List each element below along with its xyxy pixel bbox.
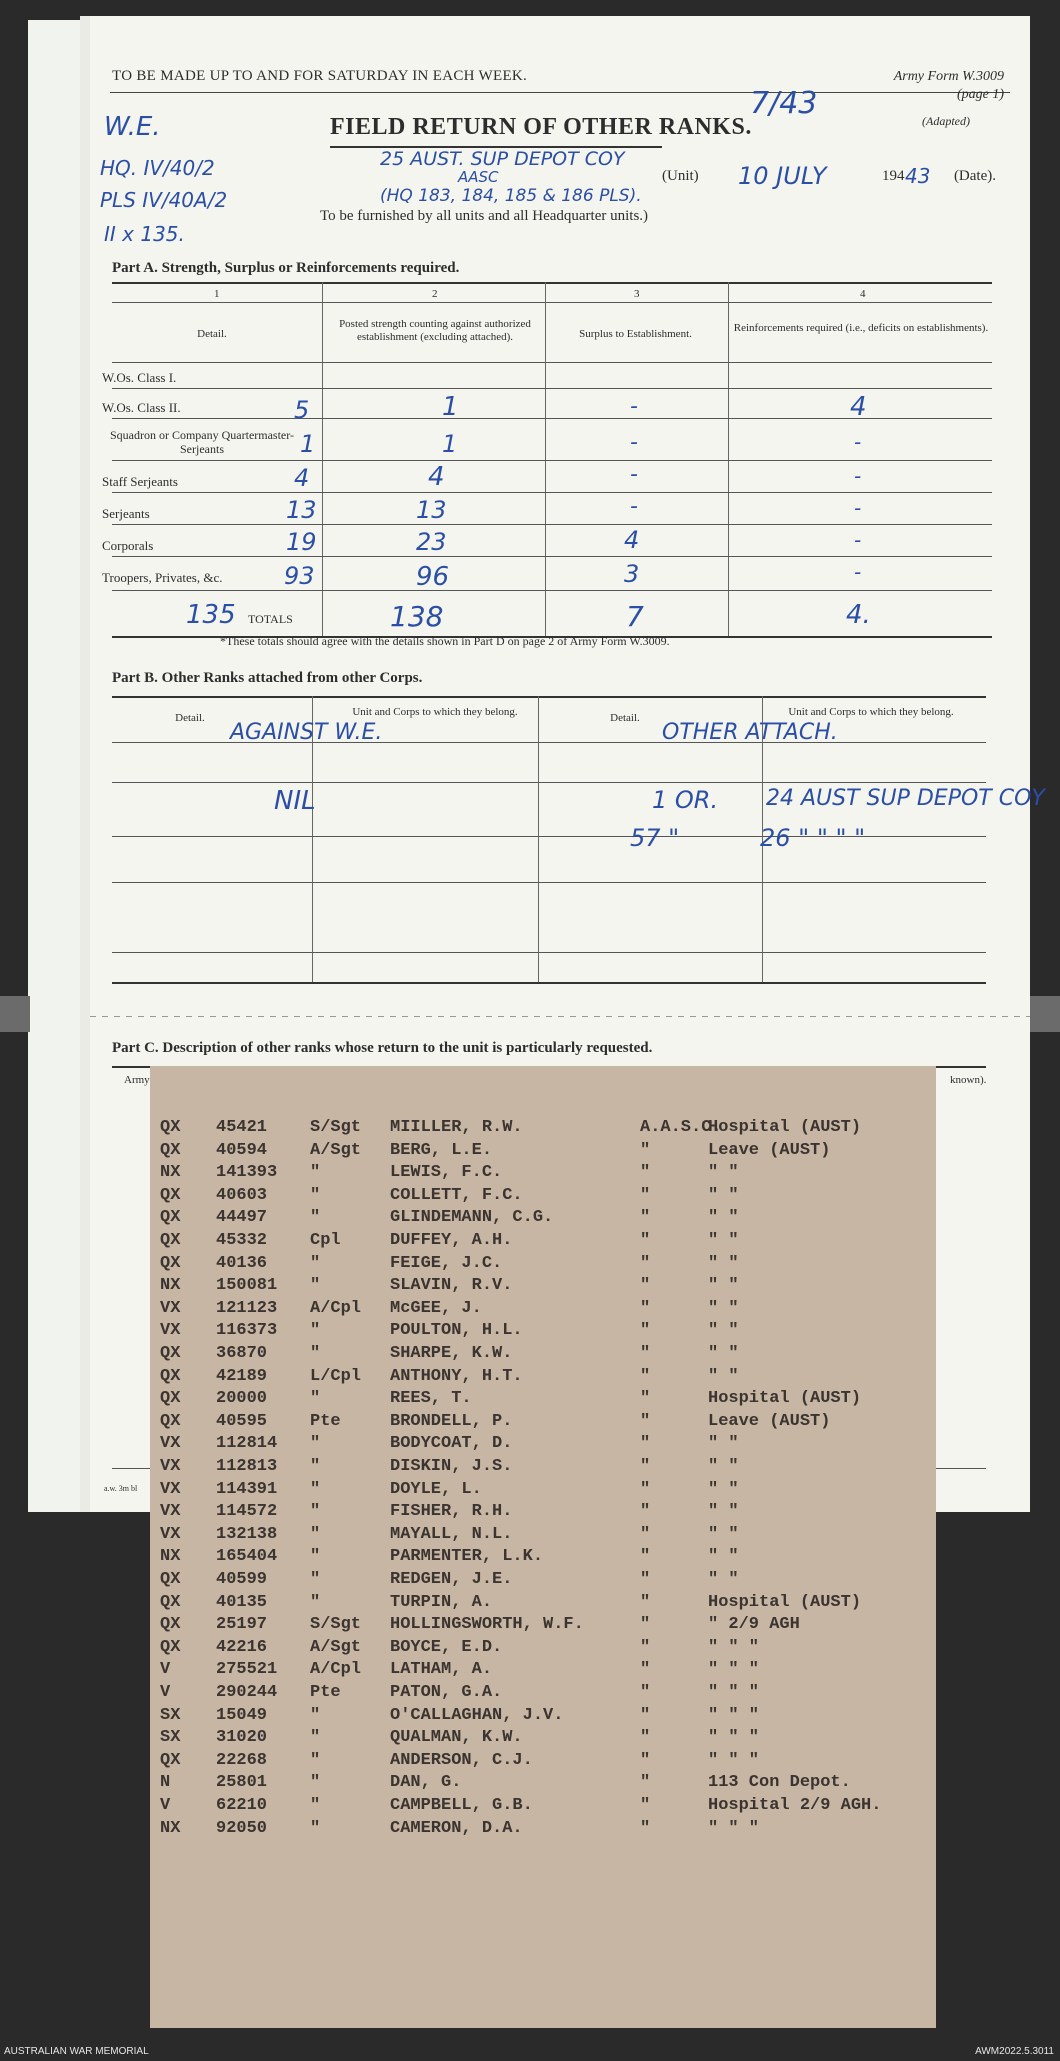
slip-prefix: QX	[160, 1570, 181, 1589]
slip-rank: "	[310, 1773, 321, 1793]
slip-location: " " "	[708, 1683, 760, 1702]
slip-number: 45421	[216, 1118, 268, 1137]
slip-number: 42189	[216, 1366, 268, 1386]
slip-location: " "	[708, 1547, 739, 1567]
row-serjeants: Serjeants	[102, 506, 150, 521]
date-label: (Date).	[953, 168, 996, 184]
slip-rank: S/Sgt	[310, 1118, 362, 1137]
field-return-form: TO BE MADE UP TO AND FOR SATURDAY IN EACH WEEK. Army Form W.3009 (page 1) (Adapted) FIELD RETURN OF OTHER RANKS. (Unit) 194 (Date). To be furnished by all units and all Headquarter units.) W.E. HQ. IV/40/2 PLS IV/40A/2 II x 135. 7/43 25 AUST. SUP DEPOT COY AASC (HQ 183, 184, 185 & 186 PLS). 10 JULY 43 Part A. Strength, Surplus or Reinforcements required. 1 2 3 4 Detail. Posted strength counting against authorized establishment (excluding attached). Surplus to Establishment. Reinforcements required (i.e., deficits on establishments). W.Os. Class I. W.Os. Class II. Squadron or Company Quartermaster-Serjeants Staff Serjeants Serjeants Corporals Troopers, Privates, &c. TOTALS *These totals should agree with the details shown in Part D on page 2 of Army Form W.3009. 5 1 4 13 19 93 135 1 1 4 13 23 96 138 - - - - 4 3 7 4 - - - - - 4. Part B. Other Ranks attached from other Corps. Detail. Unit and Corps to which they belong. Detail. Unit and Corps to which they belong. AGAINST W.E. NIL OTHER ATTACH. 1 OR. 24 AUST SUP DEPOT COY 57 " 26 " " " " Part C. Description of other ranks whose return to the unit is particularly requested. Army known). a.w. 3m bl	[90, 16, 1030, 1512]
slip-number: 132138	[216, 1524, 278, 1544]
slip-name: DOYLE, L.	[390, 1479, 482, 1499]
slip-rank: A/Cpl	[310, 1660, 362, 1680]
slip-corps: "	[640, 1796, 651, 1815]
slip-location: Hospital (AUST)	[708, 1118, 862, 1137]
slip-name: TURPIN, A.	[390, 1592, 493, 1612]
slip-row	[150, 1638, 936, 1660]
slip-corps: "	[640, 1660, 651, 1680]
slip-row	[150, 1480, 936, 1502]
slip-name: PARMENTER, L.K.	[390, 1547, 544, 1567]
slip-name: MIILLER, R.W.	[390, 1118, 523, 1137]
slip-prefix: V	[160, 1683, 171, 1702]
slip-prefix: NX	[160, 1547, 181, 1567]
slip-corps: "	[640, 1570, 651, 1589]
slip-prefix: V	[160, 1660, 171, 1680]
slip-name: MAYALL, N.L.	[390, 1524, 513, 1544]
slip-rank: A/Cpl	[310, 1298, 362, 1318]
row-quartermaster: Squadron or Company Quartermaster-Serjeants	[109, 428, 295, 456]
slip-corps: "	[640, 1818, 651, 1838]
slip-row	[150, 1163, 936, 1185]
slip-location: " "	[708, 1479, 739, 1499]
slip-location: " "	[708, 1321, 739, 1341]
slip-name: POULTON, H.L.	[390, 1321, 523, 1341]
slip-number: 112814	[216, 1434, 278, 1454]
slip-number: 36870	[216, 1344, 268, 1363]
slip-corps: "	[640, 1615, 651, 1635]
slip-location: Leave (AUST)	[708, 1140, 831, 1160]
slip-corps: "	[640, 1502, 651, 1522]
slip-corps: "	[640, 1524, 651, 1544]
slip-location: " " "	[708, 1818, 760, 1838]
slip-location: " "	[708, 1570, 739, 1589]
slip-number: 40599	[216, 1570, 268, 1589]
slip-rank: "	[310, 1705, 321, 1725]
furnish-note: To be furnished by all units and all Headquarter units.)	[320, 208, 649, 224]
slip-location: Hospital 2/9 AGH.	[708, 1796, 882, 1815]
slip-location: " "	[708, 1502, 739, 1522]
slip-prefix: QX	[160, 1615, 181, 1635]
slip-prefix: SX	[160, 1705, 181, 1725]
slip-name: LATHAM, A.	[390, 1660, 493, 1680]
slip-prefix: VX	[160, 1502, 181, 1522]
slip-corps: "	[640, 1592, 651, 1612]
slip-location: " "	[708, 1434, 739, 1454]
slip-name: FEIGE, J.C.	[390, 1253, 503, 1273]
footer-accession: AWM2022.5.3011	[975, 2046, 1054, 2057]
slip-row	[150, 1819, 936, 1841]
part-c-title: Part C. Description of other ranks whose return to the unit is particularly requested.	[112, 1040, 653, 1056]
row-totals: TOTALS	[248, 612, 293, 626]
slip-corps: "	[640, 1140, 651, 1160]
slip-number: 150081	[216, 1276, 278, 1296]
col-head-detail: Detail.	[197, 328, 227, 340]
slip-location: " " "	[708, 1728, 760, 1748]
slip-row	[150, 1525, 936, 1547]
slip-prefix: VX	[160, 1434, 181, 1454]
slip-corps: "	[640, 1366, 651, 1386]
slip-number: 165404	[216, 1547, 278, 1567]
slip-location: " "	[708, 1457, 739, 1476]
slip-rank: "	[310, 1524, 321, 1544]
slip-corps: "	[640, 1231, 651, 1250]
slip-location: " "	[708, 1524, 739, 1544]
slip-number: 31020	[216, 1728, 268, 1748]
slip-number: 15049	[216, 1705, 268, 1725]
slip-prefix: QX	[160, 1253, 181, 1273]
slip-location: " "	[708, 1231, 739, 1250]
slip-rank: A/Sgt	[310, 1637, 362, 1657]
slip-row	[150, 1367, 936, 1389]
slip-name: REES, T.	[390, 1389, 472, 1409]
part-a-footnote: *These totals should agree with the details shown in Part D on page 2 of Army Form W.3009.	[220, 634, 670, 648]
slip-number: 25197	[216, 1615, 268, 1635]
slip-number: 62210	[216, 1796, 268, 1815]
col-head-surplus: Surplus to Establishment.	[579, 328, 692, 340]
slip-number: 40594	[216, 1140, 268, 1160]
hw-unit-2: AASC	[458, 168, 499, 186]
slip-prefix: VX	[160, 1479, 181, 1499]
slip-corps: "	[640, 1479, 651, 1499]
hw-hq: HQ. IV/40/2	[100, 156, 215, 180]
slip-rank: Cpl	[310, 1231, 341, 1250]
slip-location: " " "	[708, 1705, 760, 1725]
slip-name: ANDERSON, C.J.	[390, 1750, 533, 1770]
slip-rank: "	[310, 1276, 321, 1296]
hw-year: 43	[905, 164, 931, 188]
slip-row	[150, 1118, 936, 1140]
hw-day: 10 JULY	[738, 162, 827, 190]
slip-name: DAN, G.	[390, 1773, 462, 1793]
part-b-title: Part B. Other Ranks attached from other Corps.	[112, 670, 423, 686]
slip-name: COLLETT, F.C.	[390, 1185, 523, 1205]
slip-corps: "	[640, 1773, 651, 1793]
slip-row	[150, 1593, 936, 1615]
slip-number: 40135	[216, 1592, 268, 1612]
slip-number: 42216	[216, 1637, 268, 1657]
slip-number: 45332	[216, 1231, 268, 1250]
slip-row	[150, 1299, 936, 1321]
slip-location: " "	[708, 1298, 739, 1318]
slip-row	[150, 1615, 936, 1637]
slip-location: " 2/9 AGH	[708, 1615, 800, 1635]
slip-name: QUALMAN, K.W.	[390, 1728, 523, 1748]
slip-row	[150, 1796, 936, 1818]
slip-location: Leave (AUST)	[708, 1411, 831, 1431]
slip-prefix: NX	[160, 1818, 181, 1838]
slip-prefix: QX	[160, 1592, 181, 1612]
slip-corps: "	[640, 1434, 651, 1454]
slip-corps: "	[640, 1321, 651, 1341]
slip-rank: Pte	[310, 1683, 341, 1702]
slip-number: 40603	[216, 1185, 268, 1205]
hw-nil: NIL	[274, 786, 316, 816]
slip-name: LEWIS, F.C.	[390, 1163, 503, 1183]
slip-number: 22268	[216, 1750, 268, 1770]
slip-name: REDGEN, J.E.	[390, 1570, 513, 1589]
slip-number: 114391	[216, 1479, 278, 1499]
slip-row	[150, 1547, 936, 1569]
slip-location: " " "	[708, 1660, 760, 1680]
slip-location: 113 Con Depot.	[708, 1773, 851, 1793]
footer-credit: AUSTRALIAN WAR MEMORIAL	[4, 2046, 149, 2057]
slip-rank: "	[310, 1208, 321, 1228]
slip-rank: "	[310, 1185, 321, 1205]
slip-rank: "	[310, 1818, 321, 1838]
slip-number: 44497	[216, 1208, 268, 1228]
slip-corps: "	[640, 1637, 651, 1657]
slip-corps: "	[640, 1705, 651, 1725]
row-wo-class-2: W.Os. Class II.	[102, 400, 181, 415]
slip-row	[150, 1570, 936, 1592]
slip-row	[150, 1254, 936, 1276]
slip-row	[150, 1434, 936, 1456]
slip-corps: "	[640, 1547, 651, 1567]
slip-prefix: VX	[160, 1321, 181, 1341]
row-staff-serjeants: Staff Serjeants	[102, 474, 178, 489]
slip-number: 40595	[216, 1411, 268, 1431]
slip-number: 116373	[216, 1321, 278, 1341]
hw-pls: PLS IV/40A/2	[100, 188, 228, 212]
slip-row	[150, 1660, 936, 1682]
slip-row	[150, 1276, 936, 1298]
slip-rank: S/Sgt	[310, 1615, 362, 1635]
slip-prefix: QX	[160, 1185, 181, 1205]
slip-corps: "	[640, 1276, 651, 1296]
slip-rank: "	[310, 1570, 321, 1589]
binder-clip-right	[1030, 996, 1060, 1032]
slip-corps: "	[640, 1750, 651, 1770]
col-head-reinforce: Reinforcements required (i.e., deficits on establishments).	[733, 322, 989, 334]
slip-corps: "	[640, 1208, 651, 1228]
slip-prefix: SX	[160, 1728, 181, 1748]
slip-prefix: QX	[160, 1637, 181, 1657]
slip-row	[150, 1141, 936, 1163]
slip-rank: "	[310, 1253, 321, 1273]
slip-row	[150, 1751, 936, 1773]
slip-name: BERG, L.E.	[390, 1140, 493, 1160]
slip-rank: "	[310, 1479, 321, 1499]
form-header-instruction: TO BE MADE UP TO AND FOR SATURDAY IN EACH WEEK.	[112, 68, 528, 84]
slip-number: 121123	[216, 1298, 278, 1318]
slip-location: " "	[708, 1253, 739, 1273]
slip-prefix: NX	[160, 1163, 181, 1183]
slip-number: 92050	[216, 1818, 268, 1838]
binder-clip-left	[0, 996, 30, 1032]
slip-rank: "	[310, 1389, 321, 1409]
slip-name: FISHER, R.H.	[390, 1502, 513, 1522]
slip-prefix: QX	[160, 1344, 181, 1363]
slip-row	[150, 1773, 936, 1795]
slip-name: McGEE, J.	[390, 1298, 482, 1318]
slip-corps: "	[640, 1389, 651, 1409]
slip-number: 114572	[216, 1502, 278, 1522]
slip-location: " "	[708, 1366, 739, 1386]
slip-name: SLAVIN, R.V.	[390, 1276, 513, 1296]
slip-name: BRONDELL, P.	[390, 1411, 513, 1431]
slip-corps: "	[640, 1411, 651, 1431]
row-wo-class-1: W.Os. Class I.	[102, 370, 177, 385]
unit-label: (Unit)	[662, 168, 699, 184]
slip-name: DUFFEY, A.H.	[390, 1231, 513, 1250]
slip-name: PATON, G.A.	[390, 1683, 503, 1702]
slip-corps: "	[640, 1344, 651, 1363]
slip-prefix: VX	[160, 1298, 181, 1318]
hw-against-we: AGAINST W.E.	[230, 720, 383, 745]
slip-prefix: QX	[160, 1411, 181, 1431]
slip-corps: "	[640, 1683, 651, 1702]
slip-row	[150, 1457, 936, 1479]
slip-row	[150, 1683, 936, 1705]
slip-number: 20000	[216, 1389, 268, 1409]
hw-other-attach: OTHER ATTACH.	[662, 720, 838, 745]
slip-rank: "	[310, 1547, 321, 1567]
slip-corps: "	[640, 1728, 651, 1748]
slip-corps: A.A.S.C.	[640, 1118, 722, 1137]
slip-location: " " "	[708, 1637, 760, 1657]
hw-we: W.E.	[104, 112, 161, 142]
slip-number: 25801	[216, 1773, 268, 1793]
slip-name: CAMPBELL, G.B.	[390, 1796, 533, 1815]
slip-rank: "	[310, 1434, 321, 1454]
slip-corps: "	[640, 1298, 651, 1318]
slip-location: " " "	[708, 1750, 760, 1770]
typed-slip	[150, 1066, 936, 2028]
form-title: FIELD RETURN OF OTHER RANKS.	[330, 114, 752, 140]
slip-rank: "	[310, 1344, 321, 1363]
slip-row	[150, 1344, 936, 1366]
slip-name: SHARPE, K.W.	[390, 1344, 513, 1363]
slip-prefix: QX	[160, 1208, 181, 1228]
slip-prefix: N	[160, 1773, 171, 1793]
slip-rank: L/Cpl	[310, 1366, 362, 1386]
slip-rank: Pte	[310, 1411, 341, 1431]
slip-name: HOLLINGSWORTH, W.F.	[390, 1615, 584, 1635]
slip-rank: "	[310, 1163, 321, 1183]
slip-corps: "	[640, 1253, 651, 1273]
slip-name: BODYCOAT, D.	[390, 1434, 513, 1454]
slip-location: " "	[708, 1344, 739, 1363]
slip-number: 141393	[216, 1163, 278, 1183]
slip-row	[150, 1706, 936, 1728]
slip-prefix: QX	[160, 1750, 181, 1770]
slip-prefix: QX	[160, 1118, 181, 1137]
slip-prefix: QX	[160, 1389, 181, 1409]
hw-eleven: II x 135.	[104, 222, 185, 246]
slip-row	[150, 1208, 936, 1230]
slip-row	[150, 1412, 936, 1434]
slip-row	[150, 1231, 936, 1253]
slip-prefix: VX	[160, 1457, 181, 1476]
slip-location: Hospital (AUST)	[708, 1592, 862, 1612]
slip-name: DISKIN, J.S.	[390, 1457, 513, 1476]
col-head-posted: Posted strength counting against authorized establishment (excluding attached).	[339, 318, 531, 343]
slip-rank: A/Sgt	[310, 1140, 362, 1160]
slip-prefix: QX	[160, 1366, 181, 1386]
hw-unit-1: 25 AUST. SUP DEPOT COY	[380, 148, 625, 170]
slip-corps: "	[640, 1163, 651, 1183]
slip-name: GLINDEMANN, C.G.	[390, 1208, 554, 1228]
slip-name: BOYCE, E.D.	[390, 1637, 503, 1657]
slip-corps: "	[640, 1457, 651, 1476]
slip-prefix: QX	[160, 1140, 181, 1160]
year-label: 194	[882, 168, 905, 184]
slip-rank: "	[310, 1457, 321, 1476]
row-troopers: Troopers, Privates, &c.	[102, 570, 223, 585]
hw-unit-3: (HQ 183, 184, 185 & 186 PLS).	[380, 186, 642, 206]
slip-location: " "	[708, 1163, 739, 1183]
slip-prefix: VX	[160, 1524, 181, 1544]
slip-location: " "	[708, 1185, 739, 1205]
slip-row	[150, 1728, 936, 1750]
slip-location: " "	[708, 1276, 739, 1296]
slip-location: Hospital (AUST)	[708, 1389, 862, 1409]
slip-number: 40136	[216, 1253, 268, 1273]
slip-rank: "	[310, 1502, 321, 1522]
slip-name: ANTHONY, H.T.	[390, 1366, 523, 1386]
slip-rank: "	[310, 1750, 321, 1770]
slip-rank: "	[310, 1592, 321, 1612]
slip-number: 275521	[216, 1660, 278, 1680]
slip-name: O'CALLAGHAN, J.V.	[390, 1705, 564, 1725]
slip-rank: "	[310, 1796, 321, 1815]
slip-rank: "	[310, 1321, 321, 1341]
slip-row	[150, 1321, 936, 1343]
slip-corps: "	[640, 1185, 651, 1205]
slip-number: 112813	[216, 1457, 278, 1476]
slip-location: " "	[708, 1208, 739, 1228]
part-a-title: Part A. Strength, Surplus or Reinforcements required.	[112, 260, 460, 276]
adapted-label: (Adapted)	[922, 114, 970, 128]
slip-row	[150, 1186, 936, 1208]
slip-prefix: NX	[160, 1276, 181, 1296]
row-corporals: Corporals	[102, 538, 154, 553]
army-form-number: Army Form W.3009 (page 1)	[893, 69, 1004, 102]
slip-number: 290244	[216, 1683, 278, 1702]
slip-row	[150, 1389, 936, 1411]
hw-form-no: 7/43	[750, 86, 818, 121]
slip-rank: "	[310, 1728, 321, 1748]
slip-row	[150, 1502, 936, 1524]
slip-prefix: QX	[160, 1231, 181, 1250]
slip-name: CAMERON, D.A.	[390, 1818, 523, 1838]
slip-prefix: V	[160, 1796, 171, 1815]
